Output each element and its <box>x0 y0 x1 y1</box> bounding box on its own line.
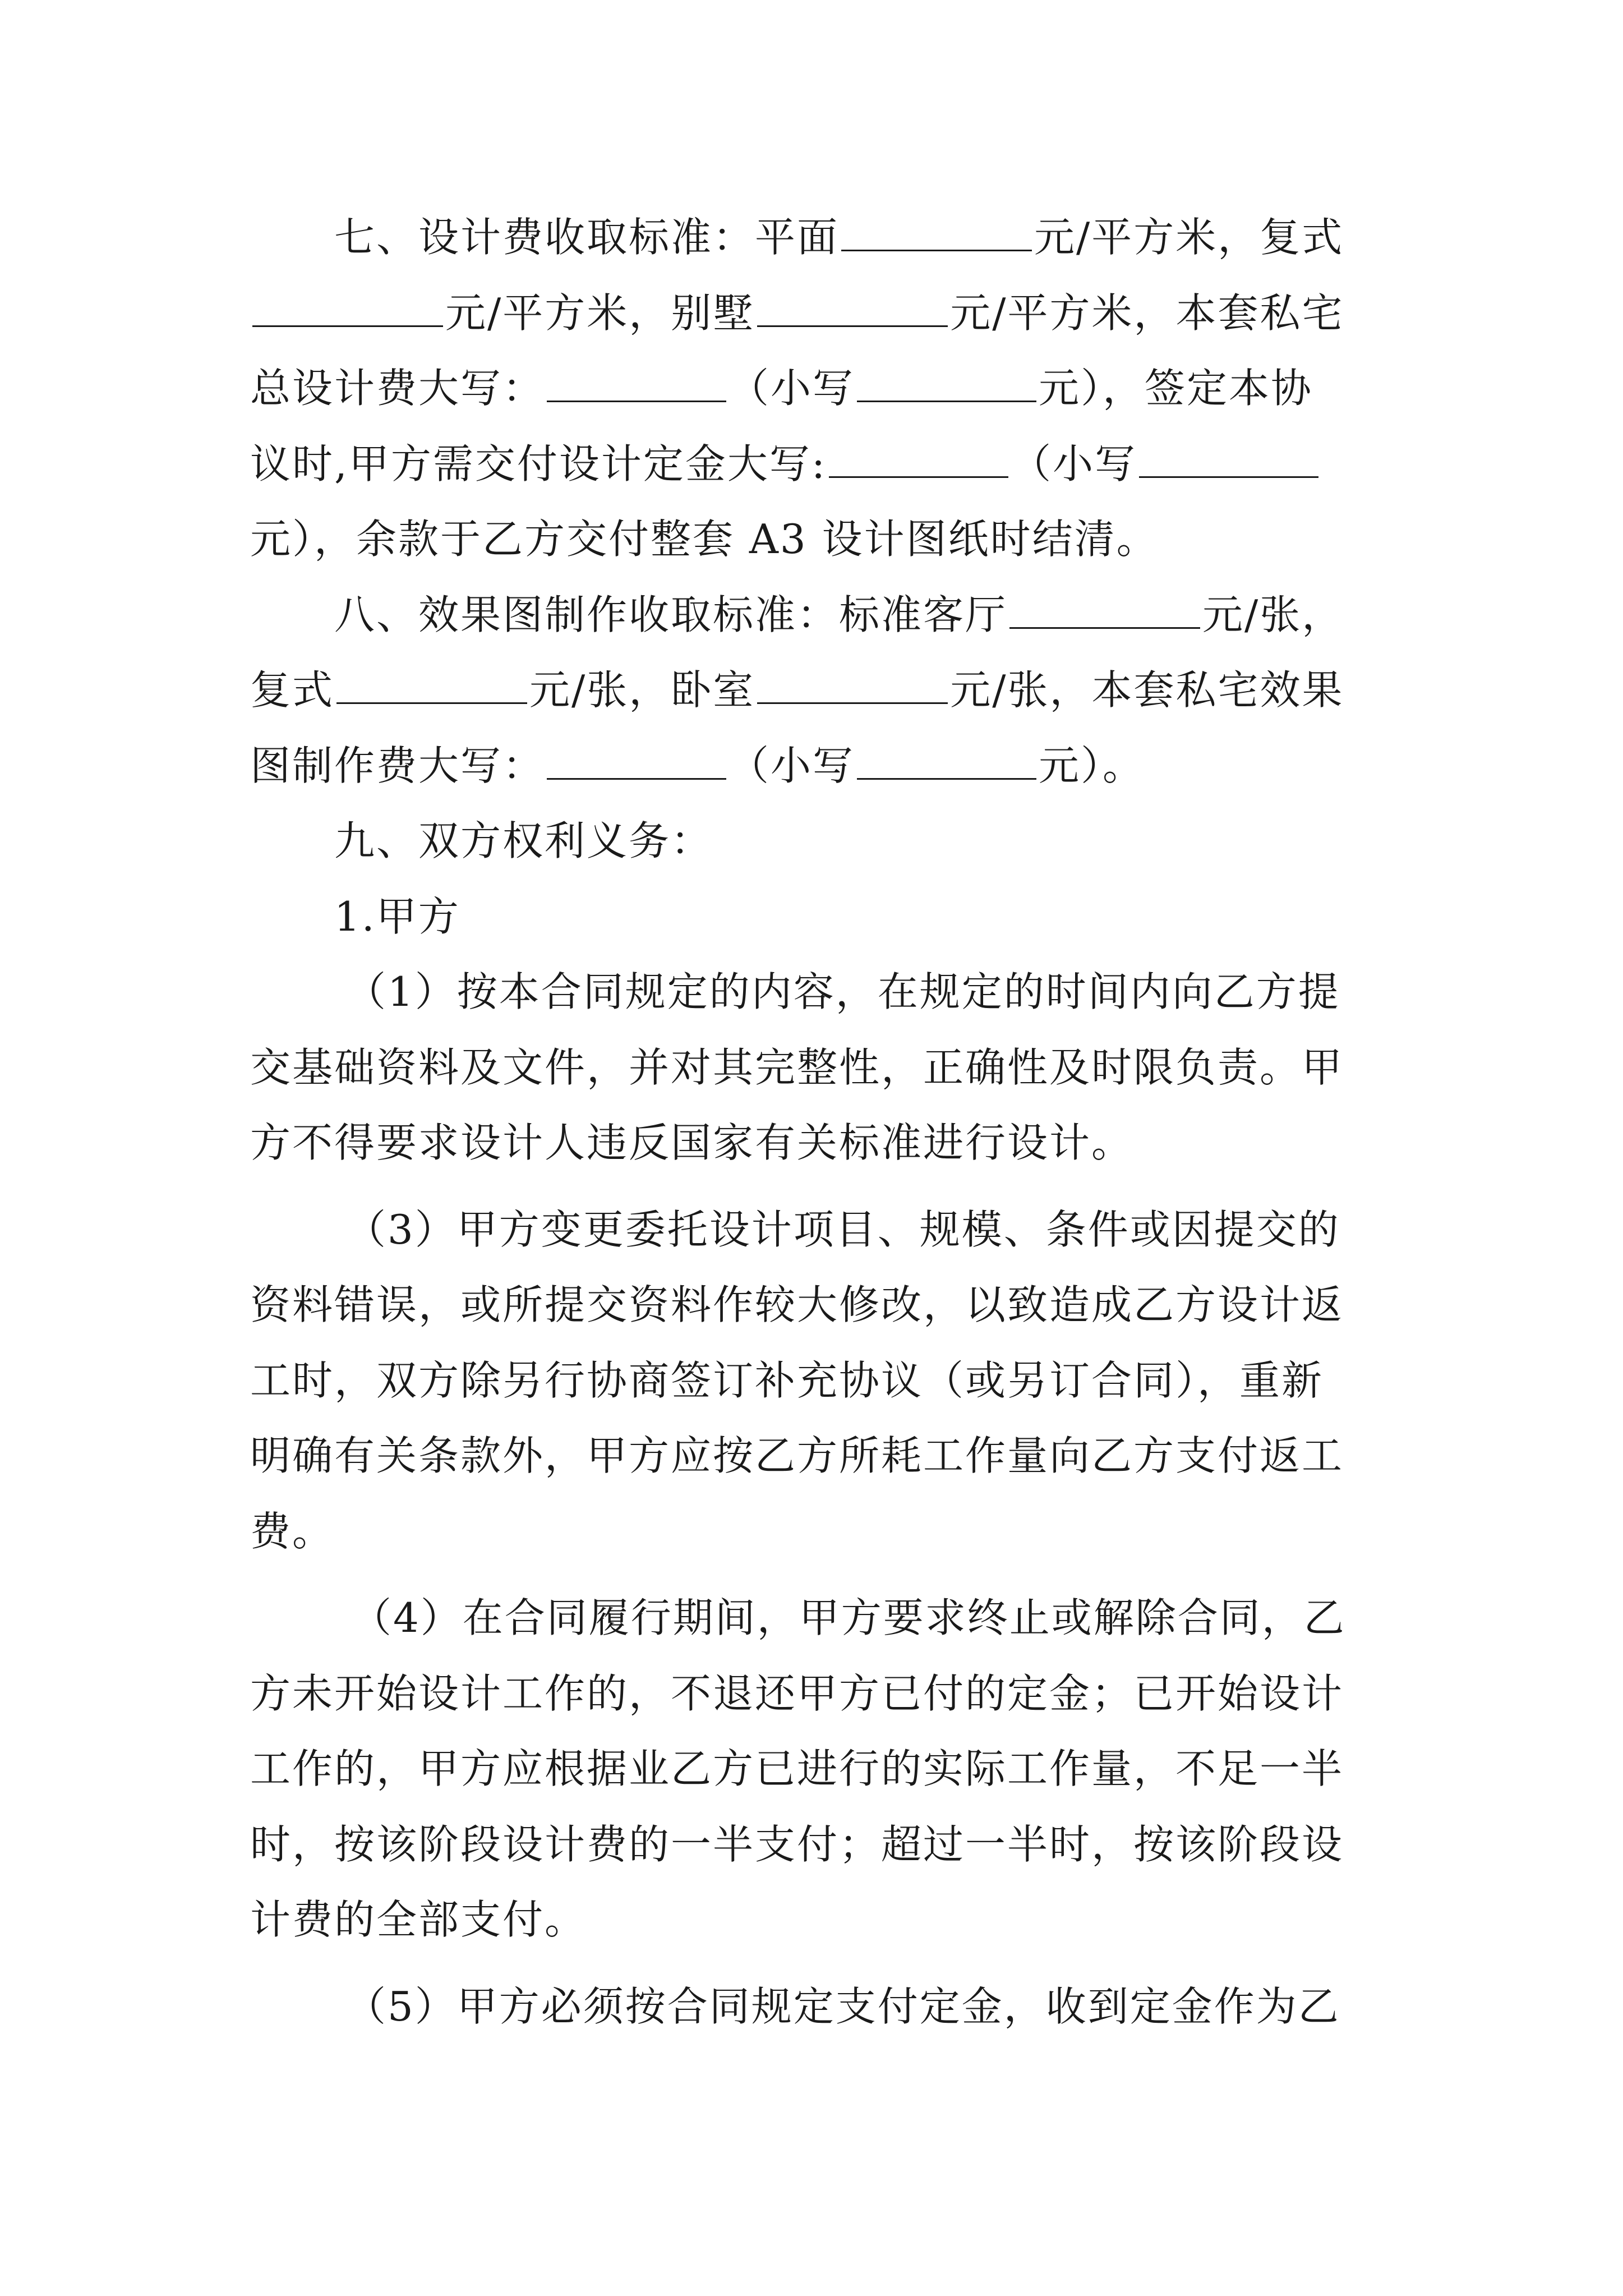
section-7-line-4 <box>250 429 1400 504</box>
text: 元/张， <box>1202 591 1344 638</box>
item-1-line-1 <box>250 956 1400 1032</box>
document-page <box>250 202 1400 2046</box>
section-8-line-2 <box>250 655 1400 730</box>
text: 交基础资料及文件，并对其完整性，正确性及时限负责。甲 <box>250 1043 1344 1091</box>
text: （4）在合同履行期间，甲方要求终止或解除合同，乙 <box>351 1594 1346 1641</box>
text: （5）甲方必须按合同规定支付定金，收到定金作为乙 <box>345 1982 1340 2030</box>
text: 总设计费大写： <box>250 365 545 412</box>
fill-blank <box>547 739 726 780</box>
text: （1）按本合同规定的内容，在规定的时间内向乙方提 <box>345 968 1340 1015</box>
text: 时，按该阶段设计费的一半支付；超过一半时，按该阶段设 <box>250 1820 1344 1868</box>
text: 计费的全部支付。 <box>250 1896 587 1943</box>
text: 议时,甲方需交付设计定金大写: <box>250 440 827 487</box>
item-3-line-5 <box>250 1496 1400 1572</box>
fill-blank <box>841 210 1032 251</box>
text: （小写 <box>728 742 855 789</box>
text: 资料错误，或所提交资料作较大修改，以致造成乙方设计返 <box>250 1281 1344 1328</box>
item-1-line-2 <box>250 1032 1400 1108</box>
text: 复式 <box>250 666 335 714</box>
text: 元）。 <box>1039 742 1145 789</box>
text: 元），余款于乙方交付整套 A3 设计图纸时结清。 <box>250 516 1159 563</box>
text: 七、设计费收取标准：平面 <box>334 214 840 261</box>
text: 方未开始设计工作的，不退还甲方已付的定金；已开始设计 <box>250 1669 1344 1717</box>
text: 元/平方米，本套私宅 <box>950 289 1344 337</box>
item-3-line-3 <box>250 1345 1400 1421</box>
section-7-line-5 <box>250 504 1400 579</box>
text: 元/平方米，复式 <box>1034 214 1344 261</box>
section-8-line-3 <box>250 730 1400 806</box>
text: 九、双方权利义务： <box>334 817 713 864</box>
section-7-line-1 <box>250 202 1400 278</box>
fill-blank <box>857 361 1036 402</box>
item-3-line-2 <box>250 1269 1400 1345</box>
text: 元/平方米，别墅 <box>445 289 755 337</box>
fill-blank <box>757 663 948 704</box>
text: 工时，双方除另行协商签订补充协议（或另订合同），重新 <box>250 1356 1324 1404</box>
text: （3）甲方变更委托设计项目、规模、条件或因提交的 <box>345 1205 1340 1253</box>
section-8-line-1 <box>250 579 1400 655</box>
fill-blank <box>336 663 527 704</box>
fill-blank <box>547 361 726 402</box>
text: 工作的，甲方应根据业乙方已进行的实际工作量，不足一半 <box>250 1745 1344 1792</box>
item-5-line-1 <box>250 1971 1400 2047</box>
text: 明确有关条款外，甲方应按乙方所耗工作量向乙方支付返工 <box>250 1432 1344 1479</box>
section-9-heading <box>250 806 1400 881</box>
text: 图制作费大写： <box>250 742 545 789</box>
item-3-line-1 <box>250 1194 1400 1270</box>
text: 元/张，卧室 <box>529 666 755 714</box>
fill-blank <box>1139 437 1318 478</box>
section-7-line-3 <box>250 353 1400 429</box>
fill-blank <box>829 437 1008 478</box>
text: （小写 <box>728 365 855 412</box>
section-9-party-a <box>250 881 1400 957</box>
item-4-line-4 <box>250 1809 1400 1885</box>
item-4-line-5 <box>250 1884 1400 1960</box>
item-4-line-1 <box>250 1582 1400 1658</box>
text: 元/张，本套私宅效果 <box>950 666 1344 714</box>
item-4-line-3 <box>250 1733 1400 1809</box>
item-1-line-3 <box>250 1107 1400 1183</box>
text: 元），签定本协 <box>1039 365 1313 412</box>
section-7-line-2 <box>250 278 1400 353</box>
text: （小写 <box>1011 440 1137 487</box>
text: 方不得要求设计人违反国家有关标准进行设计。 <box>250 1119 1134 1166</box>
text: 1.甲方 <box>334 892 460 940</box>
fill-blank <box>857 739 1036 780</box>
text: 八、效果图制作收取标准：标准客厅 <box>334 591 1008 638</box>
item-4-line-2 <box>250 1658 1400 1734</box>
fill-blank <box>252 286 443 327</box>
fill-blank <box>757 286 948 327</box>
item-3-line-4 <box>250 1420 1400 1496</box>
text: 费。 <box>250 1507 335 1555</box>
fill-blank <box>1009 588 1200 629</box>
